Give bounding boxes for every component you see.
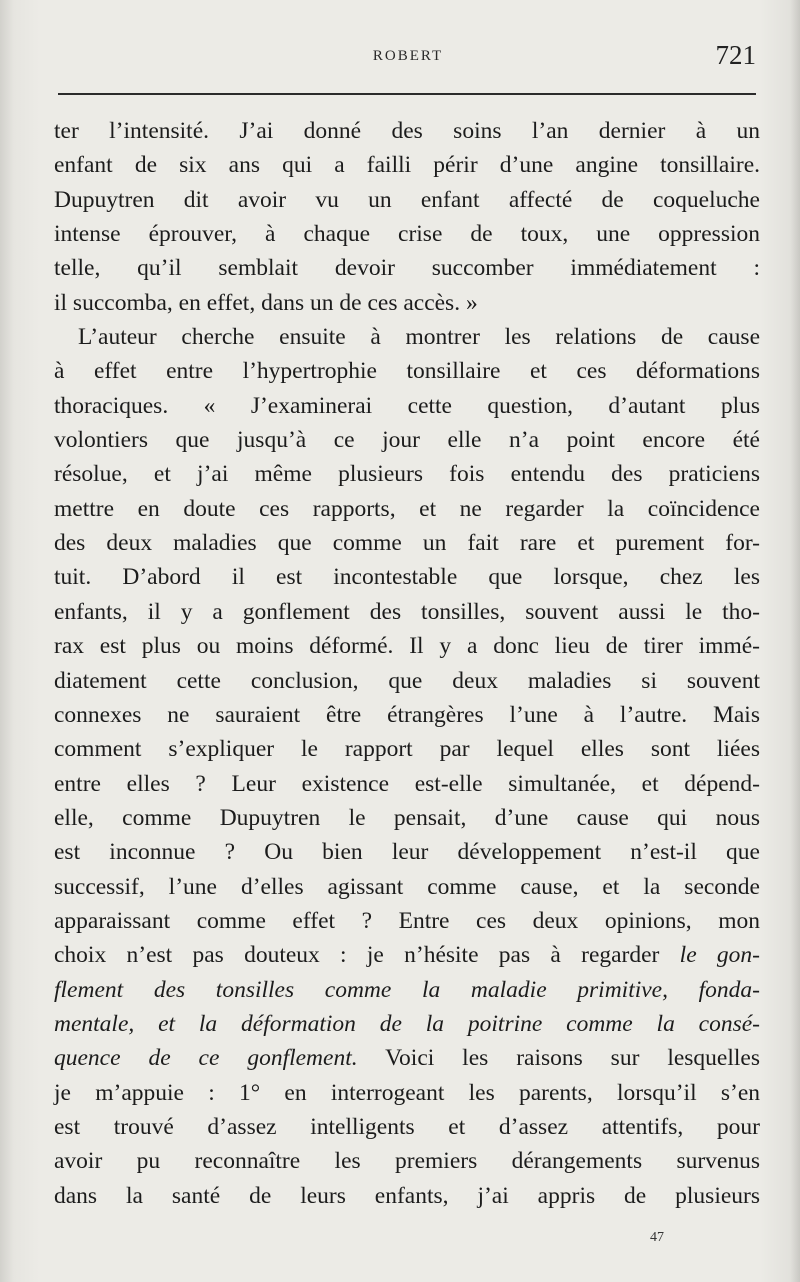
running-title: ROBERT — [372, 48, 444, 64]
text-line: L’auteur cherche ensuite à montrer les relations de cause — [78, 324, 760, 351]
text-line: choix n’est pas douteux : je n’hésite pas à regarder le gon- — [54, 942, 760, 969]
text-line: il succomba, en effet, dans un de ces accès. » — [54, 289, 478, 316]
text-line: thoraciques. « J’examinerai cette question, d’autant plus — [54, 392, 760, 419]
text-line: des deux maladies que comme un fait rare et purement for- — [54, 530, 760, 557]
running-head — [60, 40, 756, 76]
text-line: diatement cette conclusion, que deux maladies si souvent — [54, 667, 760, 694]
signature-mark: 47 — [650, 1230, 664, 1245]
text-line: est inconnue ? Ou bien leur développement n’est-il que — [54, 839, 760, 866]
text-line: volontiers que jusqu’à ce jour elle n’a point encore été — [54, 427, 760, 454]
text-line: avoir pu reconnaître les premiers dérangements survenus — [54, 1148, 760, 1175]
text-line: mettre en doute ces rapports, et ne regarder la coïncidence — [54, 495, 760, 522]
text-line: je m’appuie : 1° en interrogeant les parents, lorsqu’il s’en — [54, 1079, 760, 1106]
text-line: enfant de six ans qui a failli périr d’une angine tonsillaire. — [54, 152, 760, 179]
text-line: apparaissant comme effet ? Entre ces deux opinions, mon — [54, 907, 760, 934]
text-line: intense éprouver, à chaque crise de toux, une oppression — [54, 221, 760, 248]
text-line: à effet entre l’hypertrophie tonsillaire et ces déformations — [54, 358, 760, 385]
text-line: résolue, et j’ai même plusieurs fois entendu des praticiens — [54, 461, 760, 488]
text-line: flement des tonsilles comme la maladie primitive, fonda- — [54, 976, 760, 1003]
text-line: Dupuytren dit avoir vu un enfant affecté de coqueluche — [54, 186, 760, 213]
body-text — [54, 114, 760, 1213]
text-line: telle, qu’il semblait devoir succomber immédiatement : — [54, 255, 760, 282]
text-line: dans la santé de leurs enfants, j’ai appris de plusieurs — [54, 1182, 760, 1209]
page-number: 721 — [715, 40, 756, 70]
text-line: quence de ce gonflement. Voici les raisons sur lesquelles — [54, 1045, 760, 1072]
text-line: est trouvé d’assez intelligents et d’assez attentifs, pour — [54, 1113, 760, 1140]
text-line: entre elles ? Leur existence est-elle simultanée, et dépend- — [54, 770, 760, 797]
text-line: tuit. D’abord il est incontestable que lorsque, chez les — [54, 564, 760, 591]
header-rule — [58, 93, 756, 95]
text-line: successif, l’une d’elles agissant comme cause, et la seconde — [54, 873, 760, 900]
text-line: mentale, et la déformation de la poitrine comme la consé- — [54, 1010, 760, 1037]
text-line: elle, comme Dupuytren le pensait, d’une cause qui nous — [54, 804, 760, 831]
text-line: enfants, il y a gonflement des tonsilles, souvent aussi le tho- — [54, 598, 760, 625]
text-line: rax est plus ou moins déformé. Il y a donc lieu de tirer immé- — [54, 633, 760, 660]
text-line: ter l’intensité. J’ai donné des soins l’an dernier à un — [54, 118, 760, 144]
text-line: connexes ne sauraient être étrangères l’une à l’autre. Mais — [54, 701, 760, 728]
text-line: comment s’expliquer le rapport par lequel elles sont liées — [54, 736, 760, 763]
